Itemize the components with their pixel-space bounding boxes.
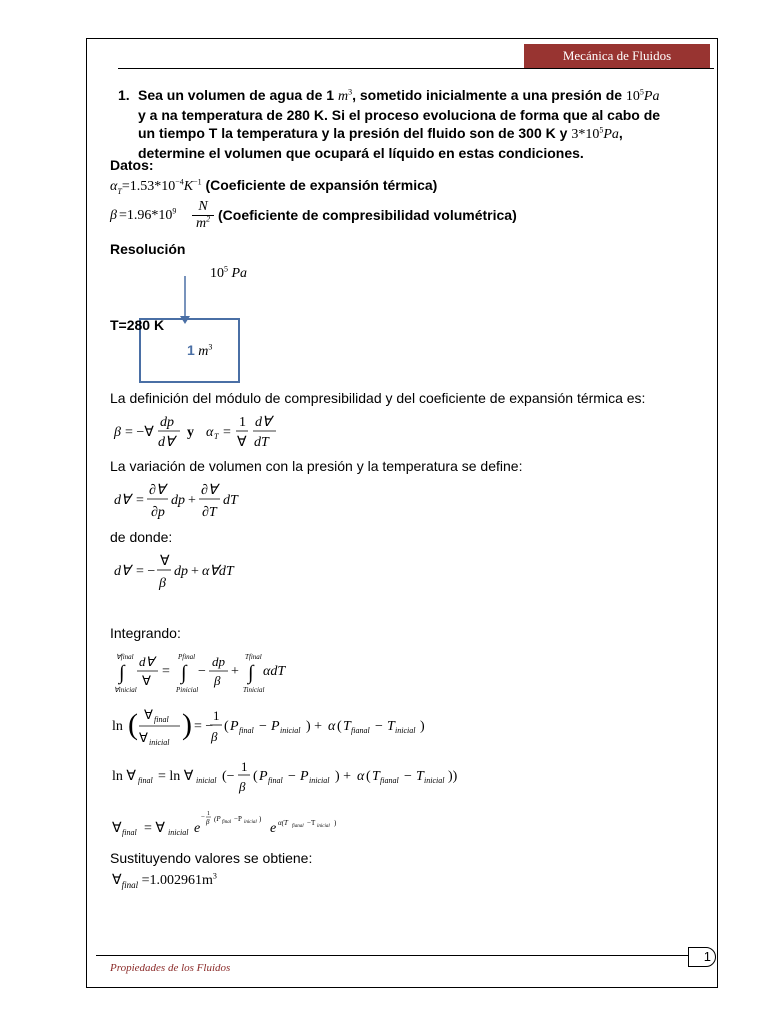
svg-text:∀: ∀ — [142, 673, 151, 688]
volume-label — [187, 342, 212, 360]
svg-text:inicial: inicial — [317, 824, 330, 829]
de-donde-equation — [108, 548, 288, 594]
svg-text:+: + — [191, 564, 199, 579]
svg-text:P: P — [271, 719, 280, 734]
svg-text:final: final — [122, 828, 137, 837]
alpha-description: (Coeficiente de expansión térmica) — [205, 177, 438, 193]
svg-text:dT: dT — [223, 493, 238, 508]
svg-text:β: β — [114, 425, 121, 440]
temperature-label: T=280 K — [110, 317, 165, 333]
svg-text:ln ∀: ln ∀ — [112, 769, 136, 784]
svg-text:=: = — [136, 493, 144, 508]
ln-final-equation — [108, 758, 468, 804]
svg-text:α(T: α(T — [278, 819, 288, 827]
svg-text:∫: ∫ — [248, 662, 254, 684]
beta-symbol: β — [110, 208, 117, 223]
svg-text:ln: ln — [112, 719, 123, 734]
svg-text:Tinicial: Tinicial — [243, 686, 265, 694]
svg-text:T: T — [387, 719, 395, 734]
svg-text:−: − — [288, 769, 296, 784]
svg-text:∀: ∀ — [160, 554, 170, 569]
svg-text:α: α — [206, 425, 214, 440]
problem-line2: y a na temperatura de 280 K. Si el proceso evoluciona de forma que al cabo de — [138, 107, 661, 123]
svg-text:−: − — [375, 719, 383, 734]
problem-line1-b: , sometido inicialmente a una presión de — [352, 87, 626, 103]
svg-text:P: P — [230, 719, 239, 734]
svg-text:∀: ∀ — [112, 821, 122, 836]
svg-text:+: + — [188, 493, 196, 508]
problem-pressure-final: 3*10 — [571, 127, 600, 142]
ln-equation — [108, 700, 448, 752]
svg-text:−: − — [259, 719, 267, 734]
svg-text:inicial: inicial — [149, 738, 170, 747]
svg-text:−P: −P — [234, 815, 242, 823]
svg-text:∀: ∀ — [144, 707, 153, 722]
svg-text:d∀: d∀ — [255, 415, 272, 430]
svg-text:inicial: inicial — [244, 820, 257, 825]
svg-text:inicial: inicial — [280, 726, 301, 735]
footer-label: Propiedades de los Fluidos — [110, 962, 231, 974]
svg-text:= −∀: = −∀ — [125, 425, 154, 440]
svg-text:∀final: ∀final — [116, 653, 134, 661]
svg-text:T: T — [214, 432, 219, 441]
beta-description: (Coeficiente de compresibilidad volumétrica) — [218, 207, 517, 223]
datos-heading: Datos: — [110, 157, 154, 173]
result-value: =1.002961m — [141, 873, 213, 888]
page-number: 1 — [688, 947, 716, 967]
problem-pressure-initial-exp: 5 — [639, 87, 644, 97]
svg-text:∂∀: ∂∀ — [149, 483, 166, 498]
definition-equation — [108, 410, 288, 454]
svg-text:(: ( — [366, 769, 371, 784]
svg-text:inicial: inicial — [168, 828, 189, 837]
problem-line3-a: un tiempo T la temperatura y la presión del fluido son de 300 K y — [138, 125, 572, 141]
svg-text:inicial: inicial — [395, 726, 416, 735]
svg-text:T: T — [372, 769, 380, 784]
problem-line3-b: , — [618, 125, 623, 141]
problem-pressure-initial: 10 — [625, 89, 640, 104]
svg-text:α: α — [357, 769, 365, 784]
variation-text: La variación de volumen con la presión y la temperatura se define: — [110, 458, 523, 474]
svg-text:fianal: fianal — [380, 776, 399, 785]
svg-text:∫: ∫ — [181, 662, 187, 684]
svg-text:α: α — [328, 719, 336, 734]
resolucion-heading: Resolución — [110, 241, 186, 257]
definition-text: La definición del módulo de compresibilidad y del coeficiente de expansión térmica es: — [110, 390, 646, 406]
svg-text:(P: (P — [214, 815, 221, 823]
result-line: $\forall_{final} =1.002961m^3$ — [112, 871, 217, 890]
alpha-symbol: $\alpha_T$ — [110, 179, 122, 196]
alpha-exp: −4 — [175, 177, 184, 187]
svg-text:=: = — [223, 425, 231, 440]
svg-text:): ) — [259, 815, 262, 823]
svg-text:1: 1 — [241, 759, 248, 774]
pressure-label: $10^5$ Pa — [210, 264, 248, 281]
volume-unit-exp: 3 — [208, 342, 213, 352]
svg-text:(−: (− — [222, 769, 235, 784]
alpha-unit: K — [183, 179, 194, 194]
svg-text:−T: −T — [307, 819, 316, 827]
svg-text:+: + — [231, 664, 239, 679]
svg-text:final: final — [154, 715, 169, 724]
svg-text:final: final — [268, 776, 283, 785]
svg-text:final: final — [222, 820, 232, 825]
svg-text:∀: ∀ — [139, 730, 148, 745]
svg-text:): ) — [334, 819, 337, 827]
exp-equation — [108, 806, 368, 842]
svg-text:(: ( — [253, 769, 258, 784]
svg-text:α∀dT: α∀dT — [202, 564, 234, 579]
integral-equation — [108, 646, 348, 698]
svg-text:Pinicial: Pinicial — [176, 686, 199, 694]
problem-unit-m: m — [337, 89, 349, 104]
svg-text:∂p: ∂p — [151, 505, 165, 520]
svg-text:inicial: inicial — [424, 776, 445, 785]
beta-exp: 9 — [172, 206, 177, 216]
beta-unit-num: N — [192, 199, 214, 216]
svg-text:β: β — [214, 673, 221, 688]
alpha-unit-exp: −1 — [193, 177, 202, 187]
problem-pressure-final-unit: Pa — [603, 127, 619, 142]
problem-line1-a: Sea un volumen de agua de 1 — [138, 87, 338, 103]
problem-line4: determine el volumen que ocupará el líquido en estas condiciones. — [138, 145, 584, 161]
svg-text:−: − — [198, 664, 206, 679]
svg-text:P: P — [259, 769, 268, 784]
beta-unit-den-group: $m^2$ — [195, 214, 211, 231]
de-donde-text: de donde: — [110, 529, 173, 545]
svg-text:β: β — [206, 818, 210, 826]
volume-unit: m — [198, 344, 209, 359]
svg-text:inicial: inicial — [309, 776, 330, 785]
svg-text:T: T — [416, 769, 424, 784]
volume-number: 1 — [187, 342, 195, 358]
svg-text:): ) — [420, 719, 425, 734]
svg-text:) +: ) + — [306, 719, 323, 734]
svg-text:=: = — [162, 664, 170, 679]
svg-text:)): )) — [448, 769, 458, 784]
svg-text:∀inicial: ∀inicial — [114, 686, 137, 694]
svg-text:inicial: inicial — [196, 776, 217, 785]
svg-text:dp: dp — [174, 564, 188, 579]
problem-unit-exp: 3 — [348, 87, 353, 97]
variation-equation — [108, 478, 288, 524]
svg-text:∫: ∫ — [119, 662, 125, 684]
svg-text:−: − — [404, 769, 412, 784]
svg-text:d∀: d∀ — [114, 493, 131, 508]
footer-rule — [96, 955, 690, 956]
svg-text:1: 1 — [213, 708, 220, 723]
svg-text:= ln ∀: = ln ∀ — [158, 769, 194, 784]
svg-text:): ) — [182, 708, 192, 741]
svg-text:T: T — [343, 719, 351, 734]
svg-text:αdT: αdT — [263, 664, 286, 679]
svg-text:= −: = − — [194, 719, 214, 734]
svg-text:1: 1 — [207, 811, 210, 817]
svg-text:e: e — [194, 821, 201, 836]
svg-text:dp: dp — [171, 493, 185, 508]
equation-y: y — [187, 425, 194, 440]
svg-text:1: 1 — [239, 415, 246, 430]
svg-text:P: P — [300, 769, 309, 784]
svg-text:(: ( — [337, 719, 342, 734]
svg-text:(: ( — [224, 719, 229, 734]
svg-text:β: β — [211, 729, 218, 744]
svg-text:(: ( — [128, 708, 138, 741]
svg-text:∀: ∀ — [237, 435, 247, 450]
svg-text:dp: dp — [212, 654, 225, 669]
problem-number: 1. — [118, 87, 130, 103]
svg-text:fianal: fianal — [351, 726, 370, 735]
svg-text:−: − — [201, 813, 205, 821]
svg-text:= ∀: = ∀ — [144, 821, 165, 836]
svg-text:β: β — [239, 779, 246, 794]
svg-text:Tfinal: Tfinal — [245, 653, 262, 661]
svg-text:dT: dT — [254, 435, 269, 450]
beta-value: =1.96*10 — [119, 208, 173, 223]
integrando-text: Integrando: — [110, 625, 181, 641]
svg-text:∂T: ∂T — [202, 505, 217, 520]
svg-text:d∀: d∀ — [158, 435, 175, 450]
svg-text:e: e — [270, 821, 277, 836]
svg-text:) +: ) + — [335, 769, 352, 784]
result-exp: 3 — [212, 871, 217, 881]
svg-text:fianal: fianal — [292, 824, 304, 829]
svg-text:= −: = − — [136, 564, 156, 579]
svg-text:∂∀: ∂∀ — [201, 483, 218, 498]
header-title: Mecánica de Fluidos — [524, 44, 710, 68]
svg-text:d∀: d∀ — [139, 654, 155, 669]
sustituyendo-text: Sustituyendo valores se obtiene: — [110, 850, 313, 866]
svg-text:dp: dp — [160, 415, 174, 430]
svg-text:final: final — [239, 726, 254, 735]
problem-pressure-final-exp: 5 — [599, 125, 604, 135]
alpha-value: =1.53*10 — [121, 179, 176, 194]
svg-text:β: β — [159, 576, 166, 591]
problem-pressure-initial-unit: Pa — [643, 89, 660, 104]
svg-text:Pfinal: Pfinal — [178, 653, 196, 661]
svg-text:final: final — [138, 776, 153, 785]
svg-text:d∀: d∀ — [114, 564, 131, 579]
beta-unit-den: m — [195, 216, 207, 231]
